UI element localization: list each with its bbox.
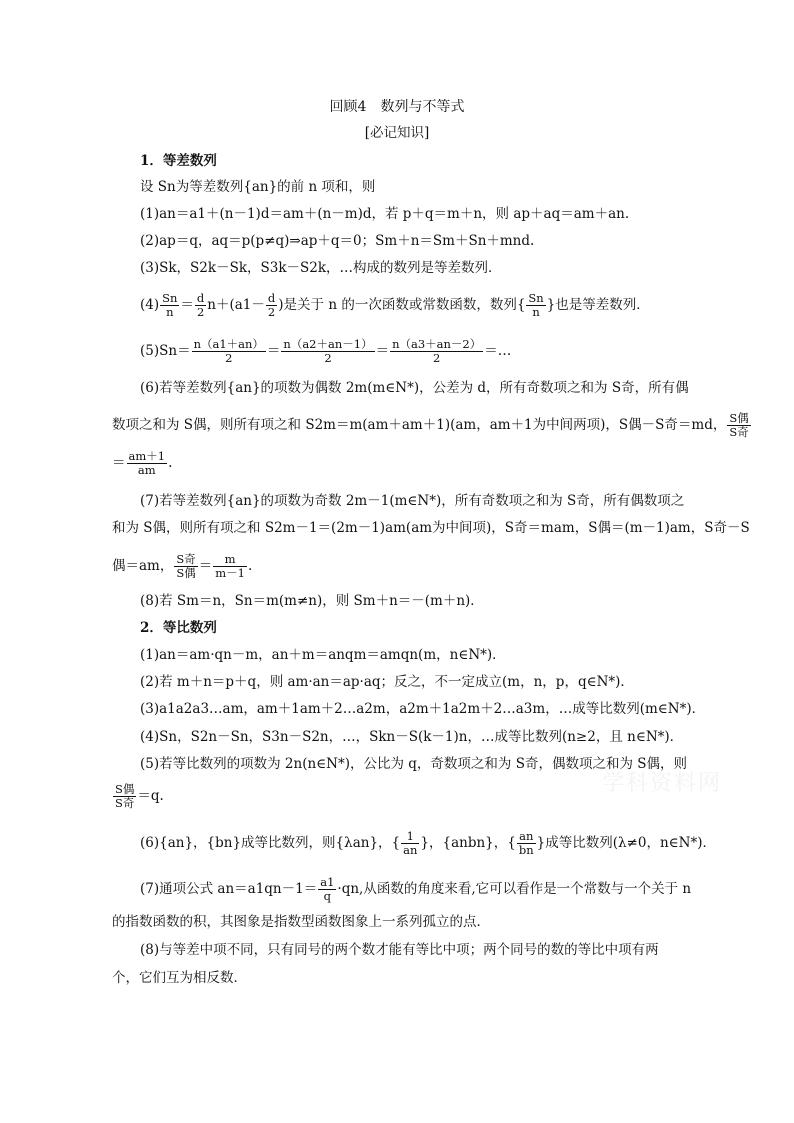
section-subtitle: [必记知识] (364, 125, 430, 141)
fraction: $\frac{1}{an}$ (403, 829, 418, 857)
arithmetic-item-6-line-1: (6)若等差数列{an}的项数为偶数 2m(m∈N*)，公差为 d，所有奇数项之和为 S奇，所有偶 (140, 380, 689, 396)
arithmetic-item-5: (5)Sn＝ $\frac{n(a1+an)}{2}$ ＝ $\frac{n(a2+an-1)}{2}$ ＝ $\frac{n(a3+an-2)}{2}$ ＝… (140, 337, 512, 365)
arithmetic-item-3: (3)Sk，S2k－Sk，S3k－S2k，…构成的数列是等差数列． (140, 260, 502, 276)
arithmetic-item-4: (4) $\frac{Sn}{n}$ ＝ $\frac{d}{2}$ n＋(a1－ $\frac{d}{2}$ )是关于 n 的一次函数或常数函数，数列{ $\frac{Sn}{n}$ }也是等差数列． (140, 291, 650, 319)
arithmetic-item-6-line-3: ＝ $\frac{am+1}{am}$ . (112, 449, 173, 477)
fraction: $\frac{n(a1+an)}{2}$ (193, 337, 264, 365)
arithmetic-item-7-line-3: 偶＝am， $\frac{\text{S奇}}{\text{S偶}}$ ＝ $\frac{m}{m-1}$ . (112, 552, 253, 580)
geometric-item-1: (1)an＝am·qn－m，an＋m＝anqm＝amqn(m，n∈N*)． (140, 647, 506, 663)
fraction: $\frac{Sn}{n}$ (528, 291, 544, 319)
arithmetic-item-1: (1)an＝a1＋(n－1)d＝am＋(n－m)d，若 p＋q＝m＋n，则 ap＋aq＝am＋an. (140, 206, 630, 222)
geometric-item-8-line-1: (8)与等差中项不同，只有同号的两个数才能有等比中项；两个同号的数的等比中项有两 (140, 942, 659, 958)
section-title: 回顾4 数列与不等式 (329, 99, 465, 115)
fraction: $\frac{m}{m-1}$ (215, 552, 245, 580)
fraction: $\frac{Sn}{n}$ (162, 291, 178, 319)
geometric-item-5-line-1: (5)若等比数列的项数为 2n(n∈N*)，公比为 q，奇数项之和为 S奇，偶数项之和为 S偶，则 (140, 756, 687, 772)
geometric-heading: 2．等比数列 (140, 620, 217, 636)
geometric-item-4: (4)Sn，S2n－Sn，S3n－S2n，…，Skn－S(k－1)n，…成等比数列(n≥2，且 n∈N*)． (140, 729, 684, 745)
fraction: $\frac{\text{S偶}}{\text{S奇}}$ (729, 411, 749, 439)
geometric-item-3: (3)a1a2a3…am，am＋1am＋2…a2m，a2m＋1a2m＋2…a3m，…成等比数列(m∈N*)． (140, 701, 706, 717)
arithmetic-intro: 设 Sn为等差数列{an}的前 n 项和，则 (140, 179, 376, 195)
arithmetic-item-7-line-1: (7)若等差数列{an}的项数为奇数 2m－1(m∈N*)，所有奇数项之和为 S奇，所有偶数项之 (140, 493, 685, 509)
arithmetic-item-2: (2)ap＝q，aq＝p(p≠q)⇒ap＋q＝0；Sm＋n＝Sm＋Sn＋mnd. (140, 233, 535, 249)
geometric-item-7-line-2: 的指数函数的积，其图象是指数型函数图象上一系列孤立的点． (112, 914, 490, 930)
geometric-item-5-line-2: $\frac{\text{S偶}}{\text{S奇}}$ ＝q. (115, 782, 164, 810)
geometric-item-6: (6){an}，{bn}成等比数列，则{λan}，{ $\frac{1}{an}$ }，{anbn}，{ $\frac{an}{bn}$ }成等比数列(λ≠0，n∈N*)． (140, 829, 716, 857)
fraction: $\frac{d}{2}$ (196, 291, 205, 319)
fraction: $\frac{\text{S奇}}{\text{S偶}}$ (176, 552, 196, 580)
arithmetic-heading: 1．等差数列 (140, 153, 217, 169)
fraction: $\frac{an}{bn}$ (518, 829, 534, 857)
watermark: 学科资料网 (602, 771, 723, 796)
fraction: $\frac{n(a3+an-2)}{2}$ (392, 337, 482, 365)
fraction: $\frac{a1}{q}$ (320, 875, 335, 903)
geometric-item-7-line-1: (7)通项公式 an＝a1qn－1＝ $\frac{a1}{q}$ ·qn,从函数的角度来看,它可以看作是一个常数与一个关于 n (140, 875, 692, 903)
arithmetic-item-8: (8)若 Sm＝n，Sn＝m(m≠n)，则 Sm＋n＝－(m＋n)． (140, 593, 484, 609)
arithmetic-item-6-line-2: 数项之和为 S偶，则所有项之和 S2m＝m(am＋am＋1)(am，am＋1为中间两项)，S偶－S奇＝md， $\frac{\text{S偶}}{\text{S奇}}$ (112, 411, 749, 439)
geometric-item-2: (2)若 m＋n＝p＋q，则 am·an＝ap·aq；反之，不一定成立(m，n，p，q∈N*)． (140, 674, 634, 690)
geometric-item-8-line-2: 个，它们互为相反数． (112, 970, 247, 986)
fraction: $\frac{n(a2+an-1)}{2}$ (283, 337, 373, 365)
fraction: $\frac{d}{2}$ (267, 291, 276, 319)
fraction: $\frac{\text{S偶}}{\text{S奇}}$ (115, 782, 135, 810)
arithmetic-item-7-line-2: 和为 S偶，则所有项之和 S2m－1＝(2m－1)am(am为中间项)，S奇＝mam，S偶＝(m－1)am，S奇－S (112, 520, 750, 536)
fraction: $\frac{am+1}{am}$ (128, 449, 166, 477)
